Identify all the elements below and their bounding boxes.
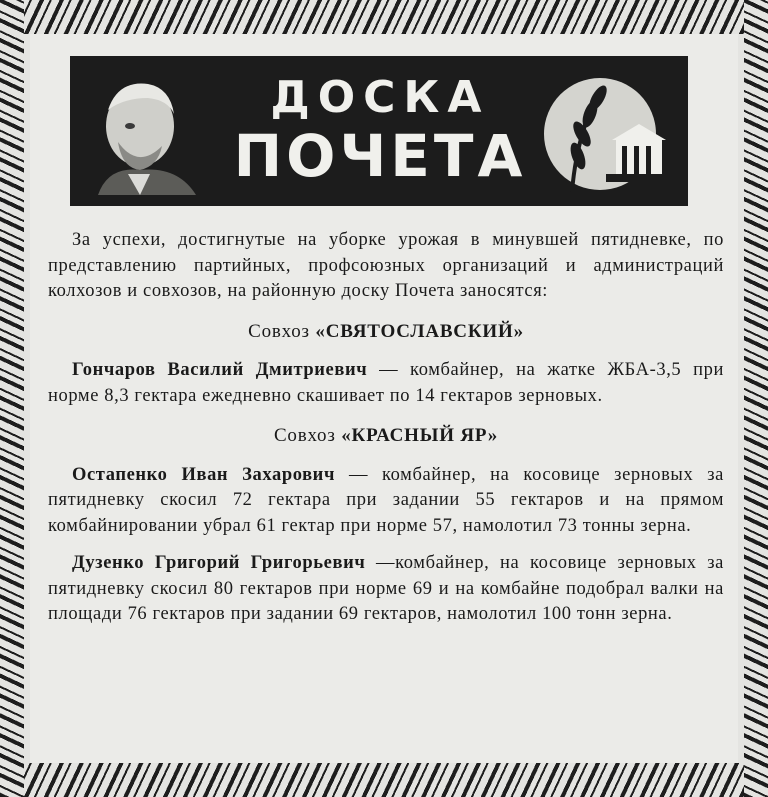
honoree-description: — комбайнер, на косовице зерновых за пятидневку скосил 72 гектара при задании 55 гектаров и на прямом комбайнировании убрал 61 гектар при норме 57, намолотил 73 тонны зерна.: [48, 464, 724, 536]
farm-heading: [48, 319, 724, 345]
farm-label: Совхоз: [273, 425, 336, 446]
farm-name: «СВЯТОСЛАВСКИЙ»: [315, 320, 524, 342]
title-line-2: ПОЧЕТА: [233, 122, 527, 190]
farm-name: «КРАСНЫЙ ЯР»: [341, 425, 499, 446]
honoree-name: Дузенко Григорий Григорьевич: [72, 553, 366, 573]
wheat-and-building-icon: [532, 62, 682, 202]
intro-paragraph: За успехи, достигнутые на уборке урожая в минувшей пятидневке, по представлению партийных, профсоюзных организаций и администраций колхозов и совхозов, на районную доску Почета заносятся:: [48, 230, 724, 301]
decorative-border-left: [0, 0, 24, 797]
honoree-entry: [48, 358, 724, 409]
decorative-border-top: [0, 0, 768, 34]
article-body: [48, 228, 724, 640]
decorative-border-bottom: [0, 763, 768, 797]
honoree-description: —комбайнер, на косовице зерновых за пятидневку скосил 80 гектаров при норме 69 и на комбайне подобрал валки на площади 76 гектаров при задании 69 гектаров, намолотил 100 тонн зерна.: [48, 553, 724, 624]
honor-board-banner: [70, 56, 688, 206]
honoree-description: — комбайнер, на жатке ЖБА-3,5 при норме 8,3 гектара ежедневно скашивает по 14 гектаров зерновых.: [48, 360, 724, 406]
honoree-entry: [48, 463, 724, 540]
honoree-name: Гончаров Василий Дмитриевич: [72, 360, 368, 380]
title-line-1: ДОСКА: [270, 72, 490, 123]
farm-label: Совхоз: [248, 320, 310, 342]
honoree-entry: [48, 551, 724, 628]
farm-heading: [48, 423, 724, 449]
honoree-name: Остапенко Иван Захарович: [72, 464, 335, 485]
banner-title: [230, 66, 530, 196]
lenin-portrait-icon: [78, 70, 228, 195]
decorative-border-right: [744, 0, 768, 797]
